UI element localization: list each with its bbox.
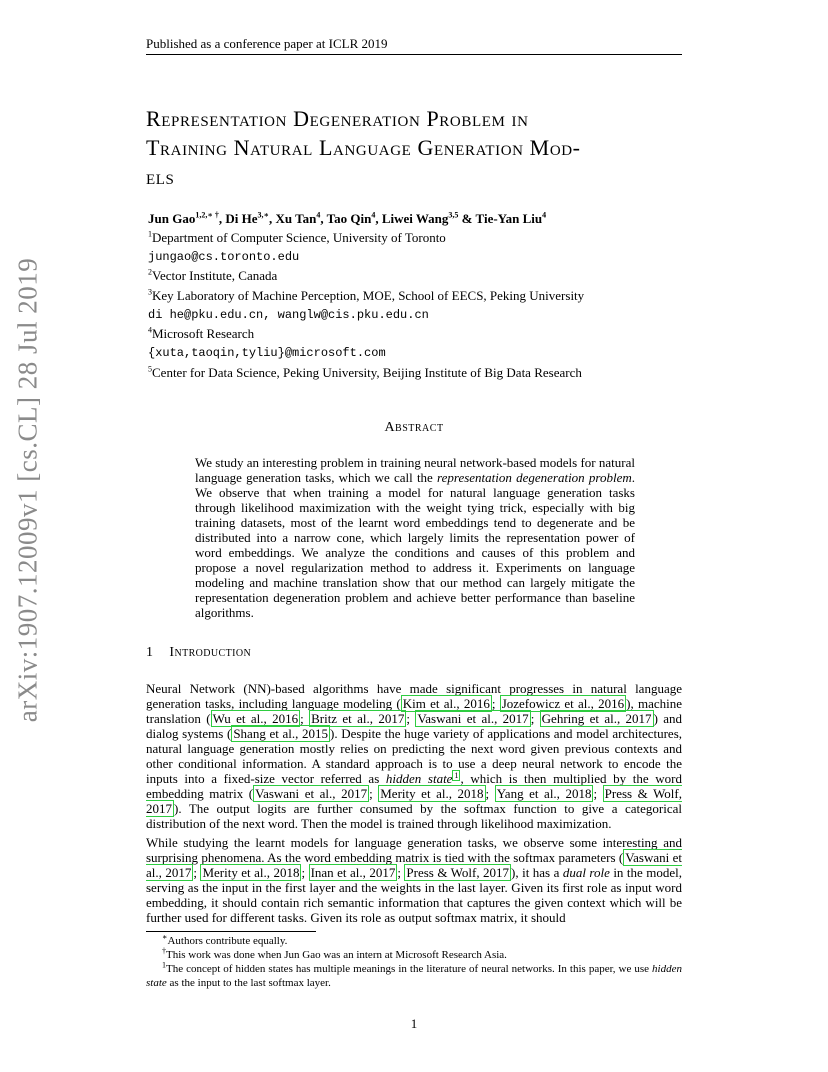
page-number: 1 [410,1016,418,1031]
title-line-1: Representation Degeneration Problem in [146,106,529,131]
footnote-rule [146,931,316,932]
author-name: Jun Gao [148,211,196,226]
affiliation-text: Center for Data Science, Peking University, Beijing Institute of Big Data Research [152,365,582,380]
header-rule [146,54,682,55]
citation-link[interactable]: Gehring et al., 2017 [541,711,652,726]
footnote-text: as the input to the last softmax layer. [166,977,331,989]
footnotes [146,934,682,990]
emphasis: hidden state [385,771,453,786]
email-line-4: {xuta,taoqin,tyliu}@microsoft.com [148,346,386,360]
affiliation-5 [148,364,582,382]
paragraph-text: While studying the learnt models for language generation tasks, we observe some interesting and surprising phenomena. As the word embedding matrix is tied with the softmax parameters ( [146,835,682,865]
intro-paragraph-1 [146,681,682,831]
paragraph-text: ). The output logits are further consumed by the softmax function to give a categorical distribution of the next word. Then the model is trained through likelihood maximization. [146,801,682,831]
citation-link[interactable]: Inan et al., 2017 [310,865,396,880]
separator: ; [406,711,416,726]
separator: ; [193,865,201,880]
citation-link[interactable]: Merity et al., 2018 [202,865,300,880]
separator: ; [485,786,495,801]
author-marker: 3,5 [448,210,459,220]
affiliation-text: Key Laboratory of Machine Perception, MOE, School of EECS, Peking University [152,288,585,303]
footnote-1 [146,934,682,948]
separator: ; [397,865,405,880]
emphasis: hidden state [146,963,682,989]
affiliation-2 [148,267,277,285]
footnote-text: This work was done when Jun Gao was an intern at Microsoft Research Asia. [166,949,507,961]
abstract-text: . We observe that when training a model for natural language generation tasks through likelihood maximization with the weight tying trick, especially with big training datasets, most of the learnt word embeddings tend to degenerate and be distributed into a narrow cone, which largely limits the representation power of word embeddings. We analyze the conditions and causes of this problem and propose a novel regularization method to address it. Experiments on language modeling and machine translation show that our method can largely mitigate the representation degeneration problem and achieve better performance than baseline algorithms. [195,470,635,620]
footnote-marker: ∗ [162,932,168,942]
intro-paragraph-2 [146,835,682,925]
citation-link[interactable]: Press & Wolf, 2017 [146,786,682,816]
author-name: , Xu Tan [269,211,317,226]
paragraph-text: ), it has a [511,865,563,880]
affiliation-text: Microsoft Research [152,326,255,341]
citation-link[interactable]: Jozefowicz et al., 2016 [501,696,625,711]
affiliation-1 [148,229,446,247]
section-number: 1 [146,645,154,660]
paper-title [146,104,686,191]
citation-link[interactable]: Britz et al., 2017 [311,711,405,726]
running-header: Published as a conference paper at ICLR 2019 [146,36,388,51]
abstract-text: We study an interesting problem in training neural network-based models for natural language generation tasks, which we call the [195,455,635,485]
citation-link[interactable]: Vaswani et al., 2017 [255,786,368,801]
citation-link[interactable]: Press & Wolf, 2017 [406,865,510,880]
affiliation-3 [148,287,584,305]
affiliation-4 [148,325,254,343]
author-marker: 4 [542,210,547,220]
citation-link[interactable]: Yang et al., 2018 [496,786,592,801]
separator: ; [301,865,309,880]
author-name: , Di He [218,211,258,226]
footnote-marker: † [162,946,166,956]
affiliation-marker: 1 [148,229,152,239]
paragraph-text: Neural Network (NN)-based algorithms have made significant progresses in natural language generation tasks, including language modeling ( [146,681,682,711]
abstract-body [195,455,635,620]
separator: ; [369,786,379,801]
arxiv-sidebar-stamp [4,257,52,723]
author-marker: 1,2,∗ † [195,210,219,220]
citation-link[interactable]: Vaswani et al., 2017 [146,850,682,880]
citation-link[interactable]: Shang et al., 2015 [233,726,329,741]
author-name: , Tao Qin [320,211,372,226]
email-line-3: di he@pku.edu.cn, wanglw@cis.pku.edu.cn [148,308,429,322]
section-title: Introduction [169,645,252,660]
separator: ; [300,711,310,726]
separator: ; [593,786,603,801]
footnote-3 [146,962,682,990]
author-name: & Tie-Yan Liu [458,211,543,226]
author-marker: 4 [316,210,321,220]
citation-link[interactable]: Wu et al., 2016 [212,711,299,726]
author-marker: 4 [371,210,376,220]
title-line-2: Training Natural Language Generation Mod- [146,135,581,160]
affiliation-marker: 3 [148,287,152,297]
paragraph-text: ), machine translation ( [146,696,682,726]
paragraph-text: in the model, serving as the input in the first layer and the weights in the last layer. Given its first role as input word embedding, it should contain rich semantic information that captures the given context which will be further used for different tasks. Given its role as output softmax matrix, it should [146,865,682,925]
footnote-text: The concept of hidden states has multiple meanings in the literature of neural networks. In this paper, we use [166,963,653,975]
footnote-2 [146,948,682,962]
footnote-marker: 1 [162,960,166,970]
citation-link[interactable]: Merity et al., 2018 [380,786,484,801]
affiliation-marker: 2 [148,267,152,277]
footnote-text: Authors contribute equally. [167,935,288,947]
email-line-1: jungao@cs.toronto.edu [148,250,300,264]
emphasis: dual role [562,865,610,880]
author-marker: 3,∗ [257,210,270,220]
author-list [148,211,546,227]
affiliation-marker: 5 [148,364,152,374]
separator: ; [491,696,500,711]
paragraph-text: ) and dialog systems ( [146,711,683,741]
citation-link[interactable]: Vaswani et al., 2017 [417,711,529,726]
affiliation-text: Vector Institute, Canada [152,268,278,283]
title-line-3: els [146,164,175,189]
paragraph-text: , which is then multiplied by the word embedding matrix ( [146,771,683,801]
arxiv-identifier: arXiv:1907.12009v1 [cs.CL] 28 Jul 2019 [12,257,43,723]
citation-link[interactable]: Kim et al., 2016 [402,696,490,711]
separator: ; [530,711,540,726]
section-heading-introduction [146,645,251,661]
author-name: , Liwei Wang [375,211,449,226]
affiliation-text: Department of Computer Science, University of Toronto [152,230,446,245]
abstract-heading: Abstract [384,420,444,435]
paragraph-text: ). Despite the huge variety of applications and model architectures, natural language generation mostly relies on predicting the next word given previous contexts and other conditional information. A standard approach is to use a deep neural network to encode the inputs into a fixed-size vector referred as [146,726,683,786]
affiliation-marker: 4 [148,325,152,335]
footnote-link[interactable]: 1 [454,770,459,780]
abstract-emphasis: representation degeneration problem [437,470,632,485]
